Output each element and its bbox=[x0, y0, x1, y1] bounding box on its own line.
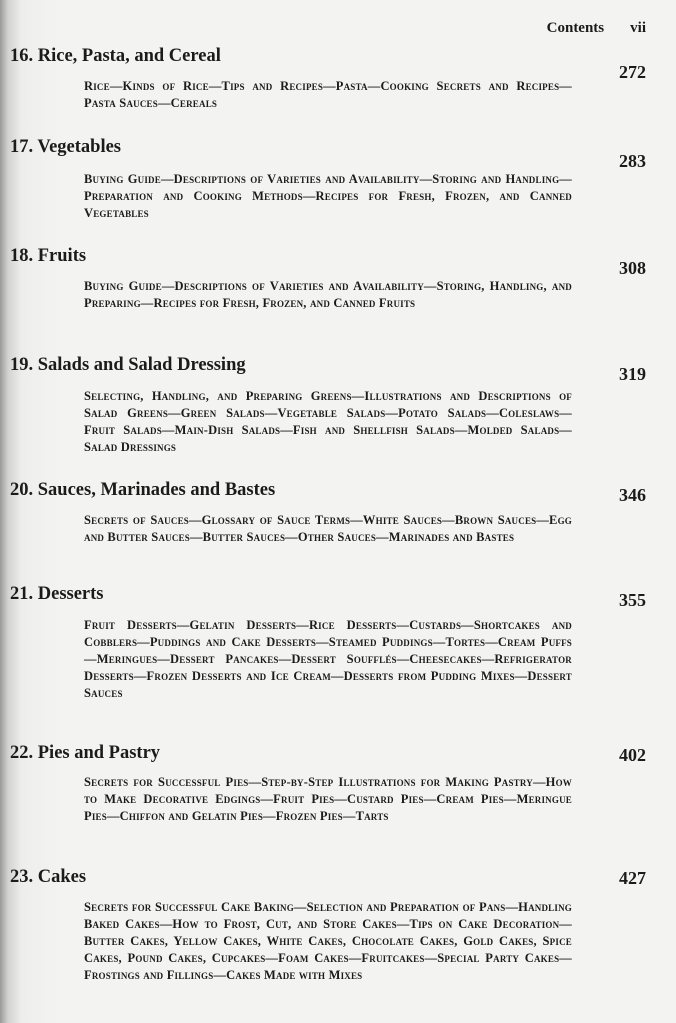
chapter-title: 18. Fruits bbox=[10, 246, 87, 266]
chapter-description: Selecting, Handling, and Preparing Greens—Illustrations and Descriptions of Salad Greens—Green Salads—Vegetable Salads—Potato Salads—Coleslaws—Fruit Salads—Main-Dish Salads—Fish and Shellfish Salads—Molded Salads—Salad Dressings bbox=[84, 389, 572, 454]
chapter-description: Rice—Kinds of Rice—Tips and Recipes—Pasta—Cooking Secrets and Recipes—Pasta Sauces—Cereals bbox=[84, 79, 572, 110]
chapter-page-number: 283 bbox=[619, 151, 646, 171]
chapter-description: Buying Guide—Descriptions of Varieties and Availability—Storing, Handling, and Preparing—Recipes for Fresh, Frozen, and Canned Fruits bbox=[84, 279, 572, 310]
chapter-description: Secrets for Successful Pies—Step-by-Step Illustrations for Making Pastry—How to Make Decorative Edgings—Fruit Pies—Custard Pies—Cream Pies—Meringue Pies—Chiffon and Gelatin Pies—Frozen Pies—Tarts bbox=[84, 775, 572, 823]
chapter-title: 22. Pies and Pastry bbox=[10, 743, 161, 763]
chapter-page-number: 402 bbox=[619, 745, 646, 765]
page-header bbox=[547, 20, 646, 37]
chapter-description: Secrets for Successful Cake Baking—Selection and Preparation of Pans—Handling Baked Cakes—How to Frost, Cut, and Store Cakes—Tips on Cake Decoration—Butter Cakes, Yellow Cakes, White Cakes, Chocolate Cakes, Gold Cakes, Spice Cakes, Pound Cakes, Cupcakes—Foam Cakes—Fruitcakes—Special Party Cakes—Frostings and Fillings—Cakes Made with Mixes bbox=[84, 900, 572, 982]
chapter-title: 19. Salads and Salad Dressing bbox=[10, 355, 246, 375]
chapter-title: 17. Vegetables bbox=[10, 137, 121, 157]
header-page-number: vii bbox=[630, 20, 646, 36]
chapter-page-number: 319 bbox=[619, 364, 646, 384]
chapter-page-number: 346 bbox=[619, 485, 646, 505]
chapter-page-number: 355 bbox=[619, 590, 646, 610]
chapter-page-number: 427 bbox=[619, 868, 646, 888]
chapter-page-number: 272 bbox=[619, 62, 646, 82]
chapter-page-number: 308 bbox=[619, 258, 646, 278]
chapter-description: Buying Guide—Descriptions of Varieties and Availability—Storing and Handling—Preparation and Cooking Methods—Recipes for Fresh, Frozen, and Canned Vegetables bbox=[84, 172, 572, 220]
chapter-title: 23. Cakes bbox=[10, 867, 87, 887]
chapter-description: Fruit Desserts—Gelatin Desserts—Rice Desserts—Custards—Shortcakes and Cobblers—Puddings and Cake Desserts—Steamed Puddings—Tortes—Cream Puffs—Meringues—Dessert Pancakes—Dessert Soufflés—Cheesecakes—Refrigerator Desserts—Frozen Desserts and Ice Cream—Desserts from Pudding Mixes—Dessert Sauces bbox=[84, 618, 572, 700]
chapter-description: Secrets of Sauces—Glossary of Sauce Terms—White Sauces—Brown Sauces—Egg and Butter Sauces—Butter Sauces—Other Sauces—Marinades and Bastes bbox=[84, 513, 572, 544]
chapter-title: 16. Rice, Pasta, and Cereal bbox=[10, 46, 221, 66]
chapter-title: 21. Desserts bbox=[10, 584, 104, 604]
header-label: Contents bbox=[546, 20, 605, 36]
chapter-title: 20. Sauces, Marinades and Bastes bbox=[10, 480, 276, 500]
